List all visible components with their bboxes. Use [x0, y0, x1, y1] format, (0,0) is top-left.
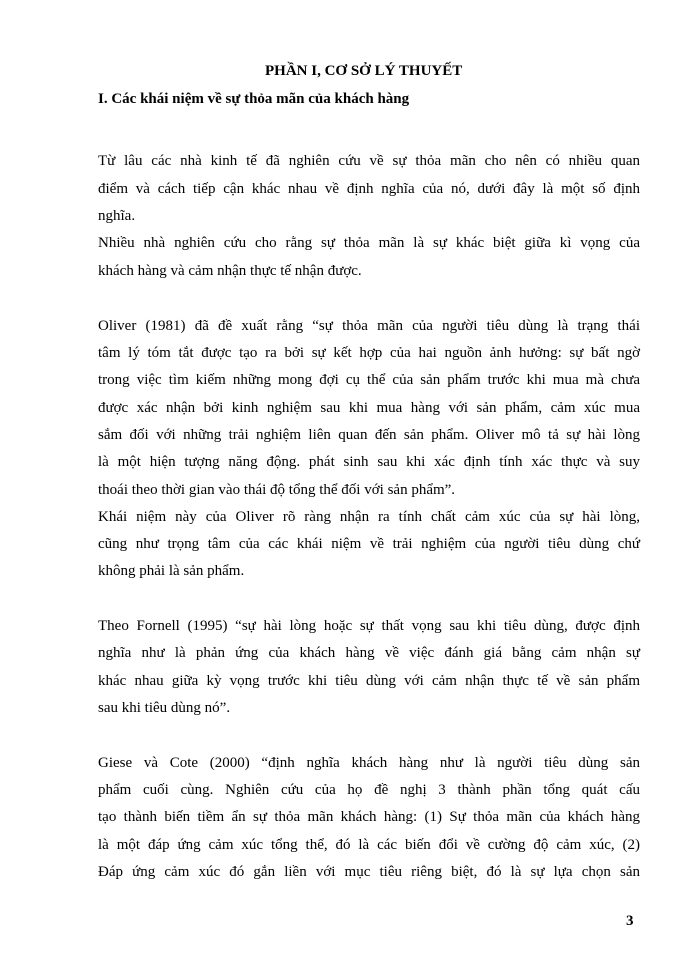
paragraph-line: điểm và cách tiếp cận khác nhau về định nghĩa của nó, dưới đây là một số định: [98, 181, 640, 197]
paragraph-line: là một hiện tượng năng động. phát sinh sau khi xác định tính xác thực và suy: [98, 454, 640, 470]
paragraph-line: khách hàng và cảm nhận thực tế nhận được.: [98, 263, 362, 279]
paragraph-line: Theo Fornell (1995) “sự hài lòng hoặc sự thất vọng sau khi tiêu dùng, được định: [98, 618, 640, 634]
paragraph-line: phẩm cuối cùng. Nghiên cứu của họ đề nghị 3 thành phần tổng quát cấu: [98, 782, 640, 798]
paragraph-line: Từ lâu các nhà kinh tế đã nghiên cứu về sự thỏa mãn cho nên có nhiều quan: [98, 153, 640, 169]
paragraph-line: Oliver (1981) đã đề xuất rằng “sự thỏa mãn của người tiêu dùng là trạng thái: [98, 318, 640, 334]
paragraph-line: nghĩa.: [98, 208, 136, 224]
paragraph-line: sau khi tiêu dùng nó”.: [98, 700, 231, 716]
paragraph-line: sắm đối với những trải nghiệm liên quan đến sản phẩm. Oliver mô tả sự hài lòng: [98, 427, 640, 443]
paragraph-line: tâm lý tóm tắt được tạo ra bởi sự kết hợp của hai nguồn ảnh hưởng: sự bất ngờ: [98, 345, 640, 361]
paragraph-line: Giese và Cote (2000) “định nghĩa khách hàng như là người tiêu dùng sản: [98, 755, 640, 771]
paragraph-line: cũng như trọng tâm của các khái niệm về trải nghiệm của người tiêu dùng chứ: [98, 536, 640, 552]
main-heading: PHẦN I, CƠ SỞ LÝ THUYẾT: [265, 63, 463, 79]
paragraph-line: không phải là sản phẩm.: [98, 563, 245, 579]
page-number: 3: [626, 913, 634, 929]
section-heading: I. Các khái niệm về sự thỏa mãn của khách hàng: [98, 91, 410, 107]
paragraph-line: tạo thành biến tiềm ẩn sự thỏa mãn khách hàng: (1) Sự thỏa mãn của khách hàng: [98, 809, 640, 825]
paragraph-line: thoái theo thời gian vào thái độ tổng thể đối với sản phẩm”.: [98, 482, 456, 498]
paragraph-line: khác nhau giữa kỳ vọng trước khi tiêu dùng với cảm nhận thực tế về sản phẩm: [98, 673, 640, 689]
paragraph-line: là một đáp ứng cảm xúc tổng thể, đó là các biến đổi về cường độ cảm xúc, (2): [98, 837, 640, 853]
paragraph-line: được xác nhận bởi kinh nghiệm sau khi mua hàng với sản phẩm, cảm xúc mua: [98, 400, 640, 416]
paragraph-line: trong việc tìm kiếm những mong đợi cụ thể của sản phẩm trước khi mua mà chưa: [98, 372, 640, 388]
paragraph-line: Nhiều nhà nghiên cứu cho rằng sự thỏa mãn là sự khác biệt giữa kì vọng của: [98, 235, 640, 251]
paragraph-line: Khái niệm này của Oliver rõ ràng nhận ra tính chất cảm xúc của sự hài lòng,: [98, 509, 640, 525]
paragraph-line: nghĩa như là phản ứng của khách hàng về việc đánh giá bằng cảm nhận sự: [98, 645, 640, 661]
paragraph-line: Đáp ứng cảm xúc đó gắn liền với mục tiêu riêng biệt, đó là sự lựa chọn sản: [98, 864, 640, 880]
